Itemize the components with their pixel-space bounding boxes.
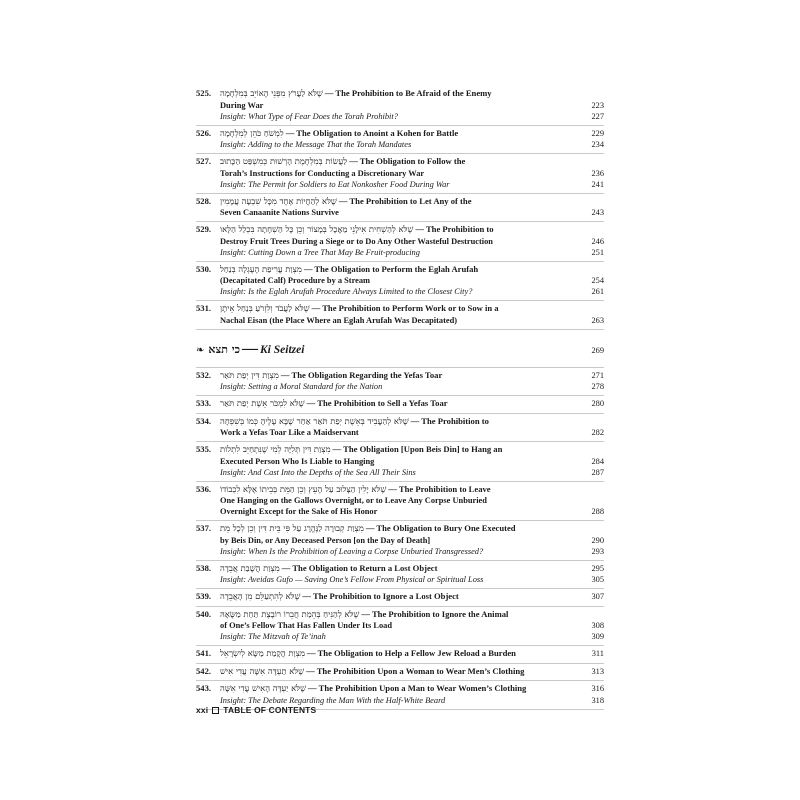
toc-entry-main-line [196,609,604,621]
hebrew-title: שֶׁלֹּא לְהַנִּיחַ בְּהֵמַת חֲבֵרוֹ רוֹבֶצֶת תַּחַת מַשָּׂאָהּ [220,608,360,619]
entry-title-group [220,370,578,382]
page-number: 287 [591,467,604,477]
hebrew-title: לַעֲשׂוֹת בְּמִלְחֶמֶת הָרְשׁוּת כְּמִשְׁפַּט הַכָּתוּב [220,156,348,166]
entry-title-group [220,156,578,168]
english-title: The Prohibition to Sell a Yefas Toar [317,398,448,408]
hebrew-title: לִמְשֹׁחַ כֹּהֵן לְמִלְחָמָה [220,127,284,138]
mitzvah-number: 527. [196,156,212,166]
insight-line [196,286,604,297]
toc-entry-main-line [196,666,604,678]
title-continuation-line [196,495,604,506]
toc-entry [196,664,604,682]
mitzvah-number: 534. [196,415,212,426]
page-number: 295 [591,563,604,573]
english-title: The Obligation to Anoint a Kohen for Battle [296,127,459,138]
english-title: The Prohibition to Leave [398,483,491,494]
title-dash: — [303,263,313,274]
english-title: The Obligation to Help a Fellow Jew Reload a Burden [317,648,516,658]
title-continuation-line [196,236,604,247]
toc-entry-main-line [196,370,604,382]
toc-entry-main-line [196,591,604,603]
toc-page [196,86,604,710]
toc-entries-before [196,86,604,330]
title-dash: — [361,608,370,619]
insight-text: Insight: Setting a Moral Standard for the Nation [220,382,383,391]
toc-entry [196,561,604,590]
hebrew-title: שֶׁלֹּא לְהַשְׁחִית אִילָנֵי מַאֲכָל בְּמָצוֹר וְכֵן כָּל הַשְׁחָתָה בִּכְלַל הַלָּאו [220,224,414,234]
title-dash: — [285,127,295,138]
english-title: The Prohibition to [421,415,489,426]
page-number: 308 [591,621,604,630]
english-title: The Prohibition Upon a Woman to Wear Men’s Clothing [316,665,525,676]
english-title: The Obligation to Bury One Executed [376,523,516,533]
english-title: The Prohibition to [425,224,494,234]
english-title: The Prohibition to Be Afraid of the Enemy [335,88,492,98]
hebrew-title: מִצְוַת דִּין תְּלִיָּה לְמִי שֶׁנִּתְחַיֵּב לִתְלוֹת [220,444,331,454]
toc-entry-main-line [196,128,604,140]
title-dash: — [324,88,334,98]
insight-text: Insight: Adding to the Message That the Torah Mandates [220,140,412,149]
insight-text: Insight: Cutting Down a Tree That May Be Fruit-producing [220,247,420,257]
title-continuation-line [196,535,604,546]
hebrew-title: שֶׁלֹּא תַעְדֶּה אִשָּׁה עֲדִי אִישׁ [220,665,305,676]
insight-line [196,467,604,478]
insight-text: Insight: Is the Eglah Arufah Procedure Always Limited to the Closest City? [220,287,473,296]
title-dash: — [349,156,358,166]
title-continuation-line [196,506,604,517]
hebrew-title: שֶׁלֹּא לִמְכֹּר אֵשֶׁת יְפַת תֹּאַר [220,398,305,408]
page-number: 251 [591,247,604,257]
insight-text: Insight: When Is the Prohibition of Leaving a Corpse Unburied Transgressed? [220,546,484,556]
entry-title-group [220,666,578,678]
english-title: The Obligation to Return a Lost Object [292,562,438,573]
page-number: 309 [591,632,604,641]
toc-entry [196,646,604,664]
insight-text: Insight: Aveidas Gufo — Saving One’s Fellow From Physical or Spiritual Loss [220,575,484,584]
entry-title-group [220,484,578,496]
toc-entry-main-line [196,264,604,276]
mitzvah-number: 530. [196,263,212,274]
english-title: The Obligation Regarding the Yefas Toar [291,369,443,380]
title-continuation-line [196,456,604,467]
toc-entry-main-line [196,398,604,410]
hebrew-title: שֶׁלֹּא לְהִתְעַלֵּם מִן הָאֲבֵדָה [220,591,301,601]
title-continuation-text: One Hanging on the Gallows Overnight, or to Leave Any Corpse Unburied [220,496,487,505]
insight-text: Insight: The Mitzvah of Te’inah [220,632,326,641]
mitzvah-number: 536. [196,483,212,494]
title-dash: — [332,444,342,454]
page-number: 236 [591,168,604,178]
page-number: 311 [591,649,604,658]
toc-entry-main-line [196,523,604,535]
title-continuation-text: Executed Person Who Is Liable to Hanging [220,456,375,466]
hebrew-title: מִצְוַת קְבוּרָה לַנֶּהֱרָג עַל פִּי בֵּית דִּין וְכֵן לְכָל מֵת [220,523,364,533]
english-title: The Obligation to Perform the Eglah Arufah [314,263,479,274]
toc-entry [196,482,604,522]
title-continuation-text: During War [220,100,264,110]
page-number: 229 [591,128,604,138]
mitzvah-number: 538. [196,562,212,573]
mitzvah-number: 528. [196,195,212,206]
mitzvah-number: 542. [196,665,212,676]
page-number: 280 [591,399,604,408]
title-dash: — [306,648,316,658]
toc-entry-main-line [196,563,604,575]
title-continuation-text: Overnight Except for the Sake of His Honor [220,507,378,516]
toc-entry-main-line [196,444,604,456]
section-ornament-icon: ❧ [196,344,205,356]
title-dash: — [388,483,397,494]
hebrew-title: שֶׁלֹּא לַעֲבֹד וְלִזְרֹעַ בְּנַחַל אֵיתָן [220,303,310,313]
title-continuation-text: of One’s Fellow That Has Fallen Under Its Load [220,621,393,630]
toc-entry-main-line [196,88,604,100]
toc-entry-main-line [196,224,604,236]
page-number: 313 [591,666,604,676]
mitzvah-number: 535. [196,444,212,454]
insight-line [196,381,604,392]
section-hebrew-title: כי תצא [208,342,241,356]
entry-title-group [220,683,578,695]
entry-title-group [220,609,578,621]
hebrew-title: מִצְוַת דִּין יְפַת תֹּאַר [220,369,279,380]
toc-entry [196,194,604,223]
toc-entry [196,607,604,647]
toc-entry [196,86,604,126]
page-number: 241 [591,179,604,189]
title-continuation-text: Nachal Eisan (the Place Where an Eglah Arufah Was Decapitated) [220,315,458,325]
toc-entry [196,368,604,397]
toc-entry-main-line [196,156,604,168]
page-number: 318 [591,695,604,705]
insight-line [196,111,604,122]
toc-entry [196,589,604,607]
page-footer [196,705,316,715]
page-number: 293 [591,546,604,556]
page-number: 246 [591,236,604,246]
toc-entry [196,414,604,443]
mitzvah-number: 539. [196,591,212,601]
insight-line [196,179,604,190]
title-dash: — [280,369,290,380]
title-dash: — [306,665,315,676]
english-title: The Obligation to Follow the [359,156,466,166]
toc-entry-main-line [196,196,604,208]
toc-entries-after [196,368,604,710]
entry-title-group [220,523,578,535]
toc-entry [196,126,604,155]
english-title: The Obligation [Upon Beis Din] to Hang an [343,444,503,454]
entry-title-group [220,224,578,236]
title-dash: — [306,398,316,408]
english-title: The Prohibition to Let Any of the [349,195,472,206]
title-continuation-line [196,315,604,326]
page-number: 263 [591,315,604,325]
title-continuation-line [196,620,604,631]
english-title: The Prohibition to Ignore a Lost Object [313,591,459,601]
mitzvah-number: 540. [196,608,212,619]
entry-title-group [220,128,578,140]
page-number: 288 [591,507,604,516]
entry-title-group [220,591,578,603]
title-continuation-text: by Beis Din, or Any Deceased Person [on the Day of Death] [220,535,431,545]
title-dash: — [308,683,317,693]
page-number: 271 [591,370,604,380]
entry-title-group [220,648,578,660]
entry-title-group [220,303,578,315]
mitzvah-number: 541. [196,648,212,658]
title-dash: — [365,523,375,533]
insight-text: Insight: The Debate Regarding the Man With the Half-White Beard [220,695,446,705]
page-number: 282 [591,428,604,437]
section-heading [196,330,604,368]
hebrew-title: מִצְוַת הֲקָמַת מַשָּׂא לְיִשְׂרָאֵל [220,648,305,658]
toc-entry [196,442,604,482]
page-number: 254 [591,276,604,285]
title-continuation-line [196,275,604,286]
hebrew-title: שֶׁלֹּא יָלִין הַצָּלוּב עַל הָעֵץ וְכֵן הַמֵּת בְּבֵיתוֹ אֶלָּא לִכְבוֹדוֹ [220,483,387,494]
title-dash: — [415,224,424,234]
page-number: 284 [591,456,604,466]
page-number: 307 [591,592,604,601]
toc-entry [196,262,604,302]
page-number: 278 [591,382,604,391]
insight-text: Insight: The Permit for Soldiers to Eat Nonkosher Food During War [220,179,450,189]
page-number: 223 [591,100,604,110]
title-continuation-line [196,427,604,438]
mitzvah-number: 531. [196,303,212,313]
title-dash: — [311,303,321,313]
entry-title-group [220,196,578,208]
title-continuation-line [196,100,604,111]
section-dash: — [242,339,259,357]
entry-title-group [220,444,578,456]
mitzvah-number: 525. [196,88,212,98]
mitzvah-number: 526. [196,127,212,138]
title-dash: — [338,195,348,206]
footer-page-number: xxi [196,705,209,715]
page-number: 305 [591,575,604,584]
entry-title-group [220,264,578,276]
title-continuation-text: Seven Canaanite Nations Survive [220,208,339,217]
title-continuation-text: Destroy Fruit Trees During a Siege or to Do Any Other Wasteful Destruction [220,236,493,246]
toc-entry-main-line [196,303,604,315]
title-continuation-line [196,207,604,218]
mitzvah-number: 529. [196,224,212,234]
title-dash: — [410,415,420,426]
toc-entry [196,154,604,194]
title-dash: — [302,591,312,601]
section-title: Ki Seitzei [260,343,305,356]
insight-line [196,546,604,557]
mitzvah-number: 533. [196,398,212,408]
toc-entry [196,396,604,414]
hebrew-title: שֶׁלֹּא יַעְדֶּה הָאִישׁ עֲדִי אִשָּׁה [220,683,307,693]
insight-text: Insight: What Type of Fear Does the Torah Prohibit? [220,111,398,121]
footer-label: TABLE OF CONTENTS [223,705,317,715]
english-title: The Prohibition to Ignore the Animal [371,608,509,619]
insight-line [196,695,604,706]
toc-entry [196,301,604,330]
title-dash: — [281,562,291,573]
page-number: 261 [591,287,604,296]
square-bullet-icon [212,707,219,714]
insight-line [196,631,604,642]
hebrew-title: שֶׁלֹּא לְהַחֲיוֹת אֶחָד מִכָּל שִׁבְעָה עֲמָמִין [220,195,337,206]
page-number: 316 [591,684,604,693]
mitzvah-number: 543. [196,683,212,693]
insight-line [196,574,604,585]
toc-entry-main-line [196,416,604,428]
title-continuation-text: Torah’s Instructions for Conducting a Discretionary War [220,168,425,178]
entry-title-group [220,88,578,100]
mitzvah-number: 537. [196,523,212,533]
page-number: 290 [591,535,604,545]
entry-title-group [220,398,578,410]
toc-entry [196,222,604,262]
toc-entry-main-line [196,683,604,695]
insight-text: Insight: And Cast Into the Depths of the Sea All Their Sins [220,467,416,477]
insight-line [196,247,604,258]
insight-line [196,139,604,150]
title-continuation-text: (Decapitated Calf) Procedure by a Stream [220,276,371,285]
entry-title-group [220,416,578,428]
hebrew-title: שֶׁלֹּא לְהַעֲבִיד בְּאֵשֶׁת יְפַת תֹּאַר אַחַר שֶׁבָּא עָלֶיהָ כְּמוֹ בְּשִׁפְחָה [220,415,409,426]
section-page-number: 269 [591,345,604,355]
english-title: The Prohibition to Perform Work or to Sow in a [322,303,499,313]
page-number: 227 [591,111,604,121]
title-continuation-text: Work a Yefas Toar Like a Maidservant [220,428,359,437]
toc-entry [196,521,604,561]
mitzvah-number: 532. [196,369,212,380]
page-number: 243 [591,208,604,217]
page-number: 234 [591,140,604,149]
title-continuation-line [196,168,604,179]
toc-entry-main-line [196,484,604,496]
english-title: The Prohibition Upon a Man to Wear Women’s Clothing [318,683,527,693]
hebrew-title: מִצְוַת עֲרִיפַת הָעֶגְלָה בְּנַחַל [220,263,302,274]
hebrew-title: מִצְוַת הֲשָׁבַת אֲבֵדָה [220,562,280,573]
toc-entry-main-line [196,648,604,660]
entry-title-group [220,563,578,575]
hebrew-title: שֶׁלֹּא לַעֲרֹץ מִפְּנֵי הָאוֹיֵב בְּמִלְחָמָה [220,88,323,98]
